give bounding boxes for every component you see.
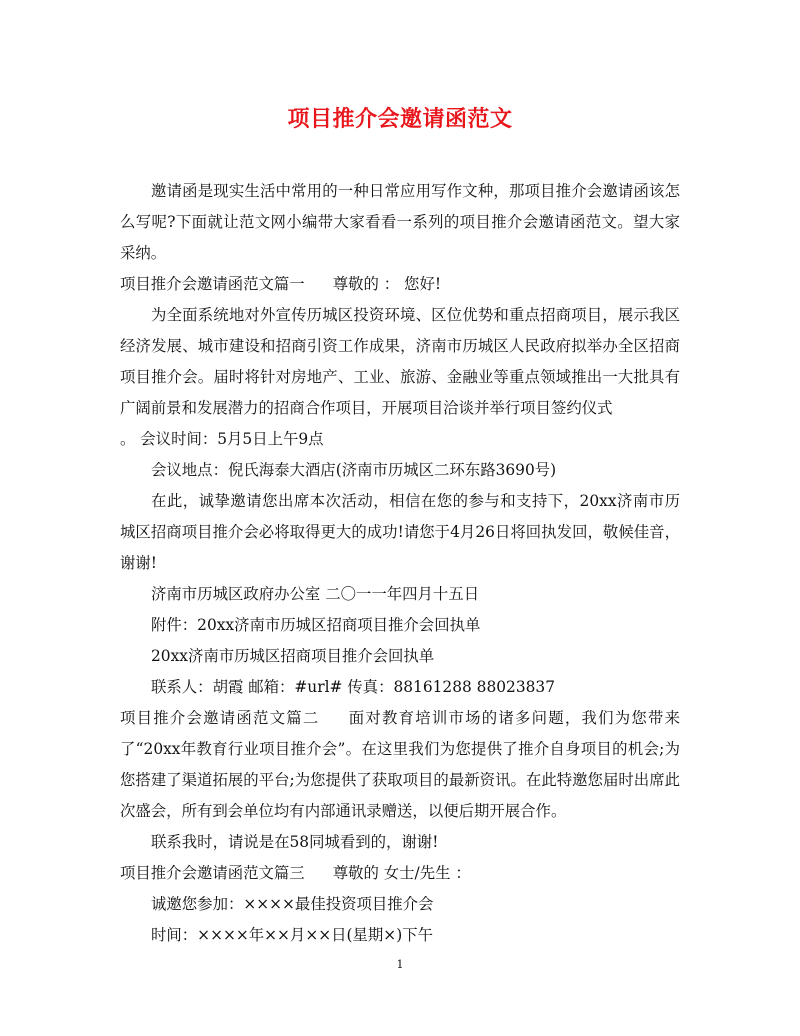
- page-number: 1: [396, 958, 404, 971]
- section-two-text: 面对教育培训市场的诸多问题，我们为您带来了“20xx年教育行业项目推介会”。在这里我们为您提供了推介自身项目的机会;为您搭建了渠道拓展的平台;为您提供了获取项目的最新资讯。在此特邀您届时出席此次盛会，所有到会单位均有内部通讯录赠送，以便后期开展合作。: [120, 709, 680, 820]
- salutation-text: 尊敬的 女士/先生 ：: [332, 864, 471, 882]
- invitation-paragraph: 在此，诚挚邀请您出席本次活动，相信在您的参与和支持下，20xx济南市历城区招商项目推介会必将取得更大的成功!请您于4月26日将回执发回，敬候佳音，谢谢!: [120, 492, 680, 572]
- contact-note-line: 联系我时，请说是在58同城看到的，谢谢!: [151, 833, 439, 851]
- section-heading: 项目推介会邀请函范文篇二: [120, 709, 320, 727]
- receipt-title-line: 20xx济南市历城区招商项目推介会回执单: [151, 647, 435, 665]
- intro-paragraph: 邀请函是现实生活中常用的一种日常应用写作文种，那项目推介会邀请函该怎么写呢?下面就让范文网小编带大家看看一系列的项目推介会邀请函范文。望大家采纳。: [120, 182, 680, 262]
- salutation-text: 尊敬的 ： 您好!: [332, 275, 442, 293]
- meeting-time-line: 。 会议时间：5月5日上午9点: [120, 430, 324, 448]
- time-line: 时间：××××年××月××日(星期×)下午: [151, 926, 433, 944]
- invite-line: 诚邀您参加：××××最佳投资项目推介会: [151, 895, 434, 913]
- document-body: [120, 176, 680, 951]
- section-three-heading-line: [120, 858, 680, 889]
- body-paragraph: 为全面系统地对外宣传历城区投资环境、区位优势和重点招商项目，展示我区经济发展、城市建设和招商引资工作成果，济南市历城区人民政府拟举办全区招商项目推介会。届时将针对房地产、工业、旅游、金融业等重点领域推出一大批具有广阔前景和发展潜力的招商合作项目，开展项目洽谈并举行项目签约仪式: [120, 306, 680, 417]
- section-heading: 项目推介会邀请函范文篇一: [120, 275, 305, 293]
- section-one-heading-line: [120, 269, 680, 300]
- contact-line: 联系人：胡霞 邮箱：#url# 传真：88161288 88023837: [151, 678, 556, 696]
- document-title: 项目推介会邀请函范文: [287, 106, 513, 132]
- signature-line: 济南市历城区政府办公室 二〇一一年四月十五日: [151, 585, 480, 603]
- attachment-line: 附件：20xx济南市历城区招商项目推介会回执单: [151, 616, 481, 634]
- meeting-place-line: 会议地点：倪氏海泰大酒店(济南市历城区二环东路3690号): [151, 461, 557, 479]
- section-two-paragraph: [120, 703, 680, 827]
- section-heading: 项目推介会邀请函范文篇三: [120, 864, 305, 882]
